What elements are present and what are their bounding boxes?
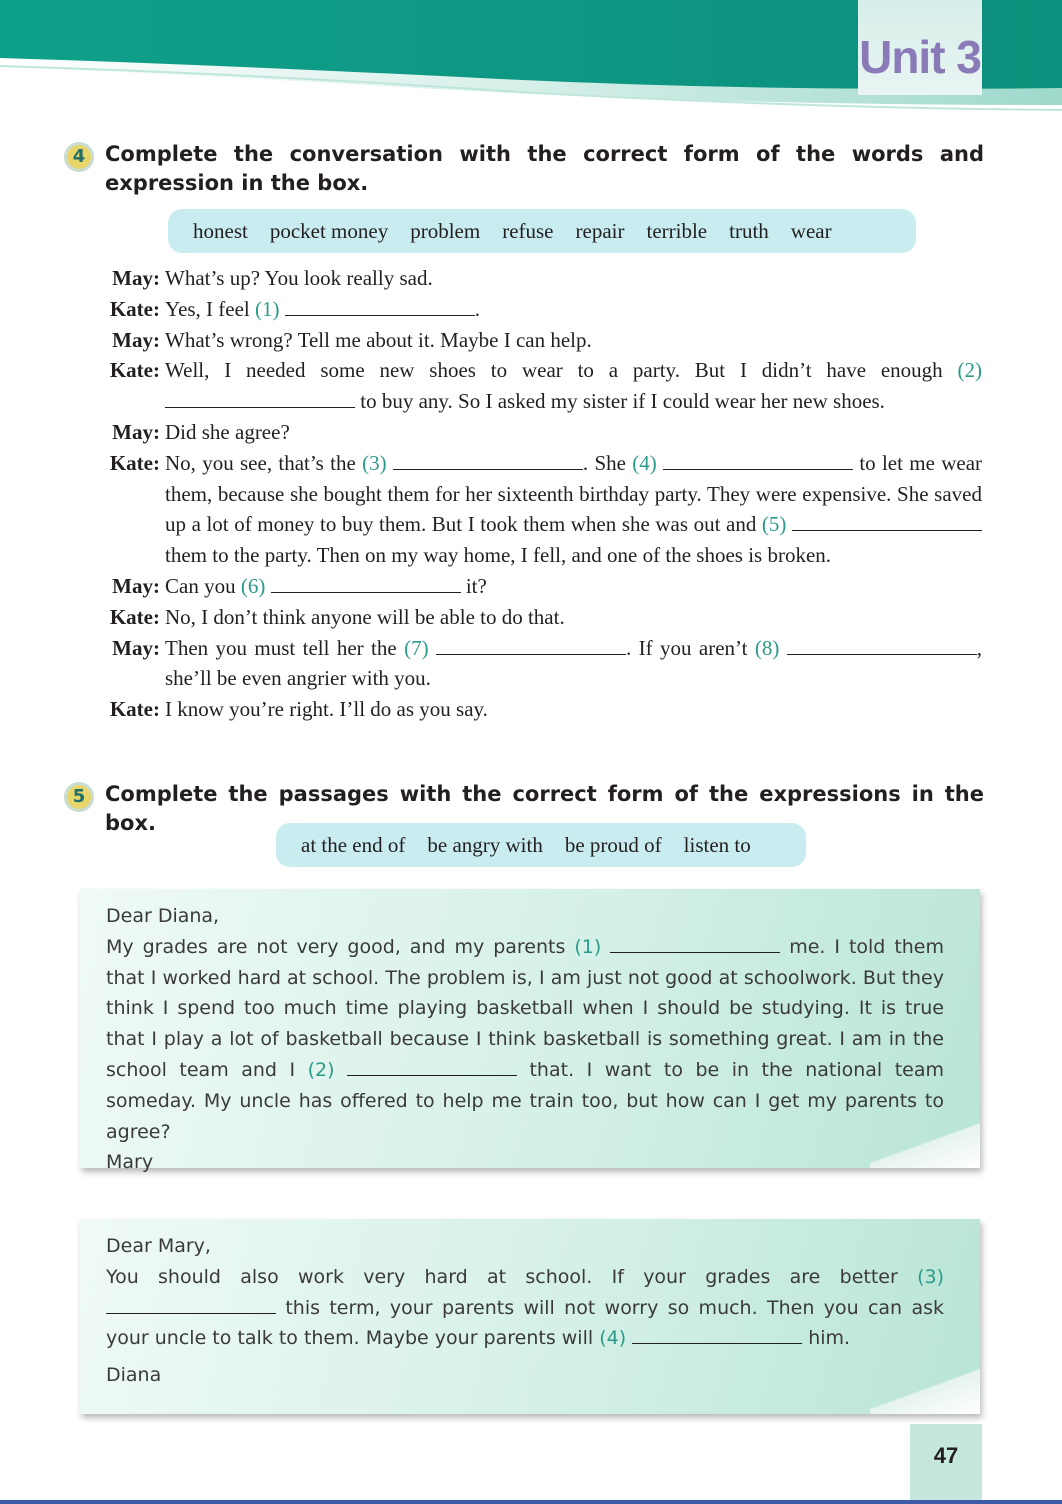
dialogue-line xyxy=(104,263,982,294)
box-word: repair xyxy=(575,218,625,243)
box-expression: listen to xyxy=(683,832,751,857)
speaker-name: Kate: xyxy=(109,358,160,383)
blank-number: (6) xyxy=(240,573,266,598)
box-expression: be proud of xyxy=(564,832,662,857)
letter-greeting: Dear Diana, xyxy=(106,905,220,927)
dialogue-line xyxy=(104,325,982,356)
box-expression: be angry with xyxy=(427,832,543,857)
utterance: Well, I needed some new shoes to wear to a party. But I didn’t have enough (2) to buy any. So I asked my sister if I could wear her new shoes. xyxy=(165,358,982,414)
letter-signature: Mary xyxy=(106,1151,154,1174)
letter-card-1 xyxy=(80,889,980,1174)
utterance: Can you (6) it? xyxy=(165,573,487,598)
expression-box xyxy=(276,823,806,867)
speaker-name: May: xyxy=(112,266,160,290)
box-word: refuse xyxy=(502,218,554,243)
dialogue-line xyxy=(104,294,982,325)
word-box xyxy=(168,209,916,253)
blank-number: (5) xyxy=(761,512,787,537)
answer-blank[interactable] xyxy=(632,1325,802,1344)
exercise-number-badge: 4 xyxy=(64,142,94,172)
box-word: terrible xyxy=(646,218,708,243)
answer-blank[interactable] xyxy=(165,389,355,408)
exercise-instruction: Complete the passages with the correct form of the expressions in the box. xyxy=(105,782,984,835)
exercise-instruction: Complete the conversation with the correct form of the words and expression in the box. xyxy=(105,142,984,195)
dialogue-line xyxy=(104,448,982,571)
speaker-name: Kate: xyxy=(109,296,160,321)
dialogue-line xyxy=(104,355,982,417)
blank-number: (4) xyxy=(632,450,657,475)
speaker-name: May: xyxy=(112,327,160,352)
utterance: Did she agree? xyxy=(165,419,290,444)
blank-number: (4) xyxy=(599,1327,627,1350)
answer-blank[interactable] xyxy=(285,297,475,316)
letter-2 xyxy=(106,1231,944,1391)
letter-1 xyxy=(106,901,944,1178)
speaker-name: May: xyxy=(112,635,160,660)
box-word: wear xyxy=(790,218,832,243)
utterance: Yes, I feel (1) . xyxy=(165,296,481,321)
utterance: No, you see, that’s the (3) . She (4) to let me wear them, because she bought them for her sixteenth birthday party. They were expensive. She saved up a lot of money to buy them. But I took them when she was out and (5) them to the party. Then on my way home, I fell, and one of the shoes is broken. xyxy=(165,450,983,568)
exercise-number-badge: 5 xyxy=(64,782,94,812)
letter-card-2 xyxy=(80,1219,980,1414)
letter-body: You should also work very hard at school. If your grades are better (3) this term, your parents will not worry so much. Then you can ask your uncle to talk to them. Maybe your parents will (4) him. xyxy=(106,1265,944,1350)
box-word: truth xyxy=(729,218,769,243)
box-expression: at the end of xyxy=(301,832,406,857)
blank-number: (1) xyxy=(255,296,280,321)
unit-title: Unit 3 xyxy=(859,31,981,83)
dialogue-line xyxy=(104,694,982,725)
box-word: pocket money xyxy=(269,218,389,243)
letter-greeting: Dear Mary, xyxy=(106,1235,211,1257)
dialogue-line xyxy=(104,633,982,695)
answer-blank[interactable] xyxy=(436,636,626,655)
answer-blank[interactable] xyxy=(271,574,461,593)
speaker-name: May: xyxy=(112,573,160,598)
blank-number: (2) xyxy=(957,358,982,383)
dialogue-line xyxy=(104,571,982,602)
box-word: problem xyxy=(410,218,481,243)
blank-number: (7) xyxy=(404,635,429,660)
letter-signature: Diana xyxy=(106,1364,162,1387)
speaker-name: Kate: xyxy=(109,604,160,629)
utterance: Then you must tell her the (7) . If you aren’t (8) , she’ll be even angrier with you. xyxy=(165,635,983,691)
answer-blank[interactable] xyxy=(106,1295,276,1314)
dialogue-line xyxy=(104,602,982,633)
answer-blank[interactable] xyxy=(663,451,853,470)
exercise-4-heading xyxy=(64,140,984,198)
box-word: honest xyxy=(193,218,248,243)
blank-number: (1) xyxy=(574,935,602,958)
page-number: 47 xyxy=(910,1424,982,1504)
dialogue-line xyxy=(104,417,982,448)
utterance: What’s wrong? Tell me about it. Maybe I can help. xyxy=(165,327,592,352)
speaker-name: Kate: xyxy=(109,697,160,722)
conversation xyxy=(104,263,982,725)
blank-number: (2) xyxy=(307,1058,335,1081)
blank-number: (3) xyxy=(362,450,387,475)
answer-blank[interactable] xyxy=(792,512,982,531)
letter-body: My grades are not very good, and my parents (1) me. I told them that I worked hard at school. The problem is, I am just not good at schoolwork. But they think I spend too much time playing basketball when I should be studying. It is true that I play a lot of basketball because I think basketball is something great. I am in the school team and I (2) that. I want to be in the national team someday. My uncle has offered to help me train too, but how can I get my parents to agree? xyxy=(106,935,945,1143)
utterance: I know you’re right. I’ll do as you say. xyxy=(165,697,488,722)
answer-blank[interactable] xyxy=(347,1057,517,1076)
utterance: What’s up? You look really sad. xyxy=(165,266,433,290)
utterance: No, I don’t think anyone will be able to do that. xyxy=(165,604,565,629)
blank-number: (8) xyxy=(754,635,780,660)
blank-number: (3) xyxy=(917,1265,944,1288)
speaker-name: Kate: xyxy=(109,450,160,475)
answer-blank[interactable] xyxy=(787,636,977,655)
bottom-rule xyxy=(0,1500,1062,1504)
answer-blank[interactable] xyxy=(393,451,583,470)
speaker-name: May: xyxy=(112,419,160,444)
page-header xyxy=(0,0,1062,130)
answer-blank[interactable] xyxy=(610,934,780,953)
